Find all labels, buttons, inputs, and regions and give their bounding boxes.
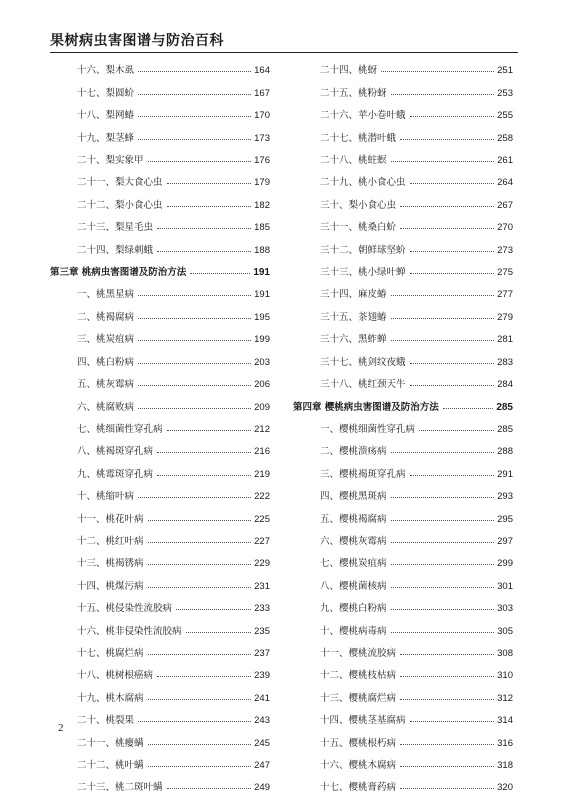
toc-entry-title: 十九、梨茎蜂 [77,132,135,144]
dot-leader [391,542,495,543]
toc-entry[interactable] [50,211,270,233]
dot-leader [381,71,494,72]
toc-entry-title: 二十二、梨小食心虫 [77,199,163,211]
toc-entry[interactable] [293,547,513,569]
toc-entry[interactable] [293,256,513,278]
toc-entry[interactable] [50,166,270,188]
toc-entry[interactable] [293,435,513,457]
dot-leader [400,766,494,767]
toc-entry-page: 237 [254,647,270,659]
toc-entry-title: 十六、桃非侵染性流胶病 [77,625,182,637]
toc-entry-page: 227 [254,535,270,547]
dot-leader [400,654,494,655]
toc-entry[interactable] [293,233,513,255]
toc-entry-page: 284 [497,379,513,391]
dot-leader [157,676,251,677]
dot-leader [400,228,494,229]
toc-entry-page: 283 [497,356,513,368]
toc-entry-page: 270 [497,222,513,234]
toc-entry-title: 八、樱桃菌核病 [320,580,387,592]
toc-entry[interactable] [50,413,270,435]
toc-entry-page: 245 [254,737,270,749]
toc-entry-page: 299 [497,558,513,570]
toc-entry-page: 222 [254,491,270,503]
toc-entry[interactable] [50,771,270,793]
toc-entry-page: 225 [254,513,270,525]
toc-entry[interactable] [293,771,513,793]
toc-entry-title: 十、桃缩叶病 [77,491,135,503]
toc-entry-page: 212 [254,423,270,435]
toc-entry-page: 285 [497,423,513,435]
toc-entry-page: 229 [254,558,270,570]
toc-entry-title: 四、桃白粉病 [77,356,135,368]
toc-entry-page: 285 [496,401,513,413]
dot-leader [138,318,251,319]
toc-entry-title: 二十三、梨星毛虫 [77,222,154,234]
toc-entry-title: 三、樱桃褐斑穿孔病 [320,468,406,480]
dot-leader [400,139,494,140]
toc-entry-page: 320 [497,782,513,794]
dot-leader [148,699,252,700]
toc-entry-title: 二十、梨实象甲 [77,155,144,167]
toc-entry-title: 三十八、桃红颈天牛 [320,379,406,391]
toc-entry-title: 五、樱桃褐腐病 [320,513,387,525]
toc-entry-page: 176 [254,155,270,167]
toc-entry[interactable] [293,211,513,233]
toc-left-column [50,54,270,793]
dot-leader [391,94,495,95]
toc-entry-page: 164 [254,65,270,77]
toc-entry-title: 八、桃褐斑穿孔病 [77,446,154,458]
dot-leader [391,452,495,453]
toc-entry-page: 216 [254,446,270,458]
dot-leader [138,497,251,498]
toc-entry-page: 297 [497,535,513,547]
toc-entry[interactable] [50,368,270,390]
toc-entry-page: 267 [497,199,513,211]
toc-entry-page: 185 [254,222,270,234]
toc-entry-title: 十七、梨圆蚧 [77,87,135,99]
toc-entry-title: 四、樱桃黑斑病 [320,491,387,503]
toc-entry-title: 二十九、桃小食心虫 [320,177,406,189]
toc-entry-page: 191 [254,289,270,301]
toc-entry[interactable] [293,614,513,636]
dot-leader [410,721,495,722]
toc-entry-page: 170 [254,110,270,122]
toc-entry[interactable] [50,54,270,76]
toc-entry-page: 251 [497,65,513,77]
toc-entry[interactable] [293,726,513,748]
toc-entry-title: 三十、梨小食心虫 [320,199,397,211]
toc-right-column [293,54,513,793]
dot-leader [167,183,252,184]
dot-leader [419,430,494,431]
toc-entry[interactable] [50,480,270,502]
toc-entry-title: 十八、桃树根癌病 [77,670,154,682]
toc-entry[interactable] [293,681,513,703]
dot-leader [148,766,252,767]
toc-entry-page: 235 [254,625,270,637]
book-title: 果树病虫害图谱与防治百科 [50,33,224,49]
dot-leader [391,564,495,565]
toc-entry-page: 199 [254,334,270,346]
toc-entry-title: 十一、桃花叶病 [77,513,144,525]
toc-entry[interactable] [293,54,513,76]
dot-leader [148,654,252,655]
toc-entry-title: 十二、桃红叶病 [77,535,144,547]
dot-leader [176,609,251,610]
toc-entry-page: 314 [497,715,513,727]
toc-entry-title: 五、桃灰霉病 [77,379,135,391]
toc-entry[interactable] [50,659,270,681]
toc-entry[interactable] [50,525,270,547]
toc-entry-page: 293 [497,491,513,503]
toc-entry[interactable] [50,547,270,569]
toc-entry-page: 273 [497,244,513,256]
toc-entry-title: 十三、桃褐锈病 [77,558,144,570]
toc-entry-title: 三十三、桃小绿叶蝉 [320,267,406,279]
toc-entry[interactable] [50,502,270,524]
toc-entry[interactable] [50,121,270,143]
toc-entry[interactable] [50,637,270,659]
dot-leader [400,206,494,207]
toc-entry-page: 231 [254,580,270,592]
toc-entry[interactable] [293,300,513,322]
toc-entry-title: 十八、梨网蝽 [77,110,135,122]
toc-entry-page: 195 [254,311,270,323]
toc-entry[interactable] [50,614,270,636]
toc-entry-page: 233 [254,603,270,615]
toc-entry-title: 三十七、桃剑纹夜蛾 [320,356,406,368]
toc-entry-title: 十五、樱桃根朽病 [320,737,397,749]
toc-entry-title: 十九、桃木腐病 [77,692,144,704]
toc-entry[interactable] [293,121,513,143]
toc-entry-page: 255 [497,110,513,122]
toc-entry-page: 249 [254,782,270,794]
dot-leader [138,139,251,140]
toc-entry[interactable] [50,457,270,479]
toc-entry[interactable] [293,525,513,547]
toc-entry-page: 308 [497,647,513,659]
toc-entry-title: 二十八、桃蛀螟 [320,155,387,167]
toc-entry[interactable] [50,592,270,614]
toc-entry[interactable] [293,368,513,390]
toc-entry-page: 305 [497,625,513,637]
toc-entry[interactable] [293,345,513,367]
dot-leader [138,340,251,341]
toc-entry-title: 二十、桃裂果 [77,715,135,727]
toc-entry-title: 二十四、梨绿刺蛾 [77,244,154,256]
toc-entry-title: 第三章 桃病虫害图谱及防治方法 [50,267,187,279]
dot-leader [138,295,251,296]
toc-entry[interactable] [293,480,513,502]
toc-entry-title: 七、桃细菌性穿孔病 [77,423,163,435]
dot-leader [167,788,252,789]
dot-leader [138,116,251,117]
dot-leader [148,744,252,745]
toc-entry-title: 三十五、茶翅蝽 [320,311,387,323]
toc-entry-title: 十二、樱桃枝枯病 [320,670,397,682]
toc-entry-page: 203 [254,356,270,368]
toc-entry[interactable] [50,390,270,412]
dot-leader [167,430,252,431]
dot-leader [391,497,495,498]
dot-leader [443,408,494,409]
toc-entry-page: 312 [497,692,513,704]
toc-entry-page: 188 [254,244,270,256]
toc-entry[interactable] [293,704,513,726]
toc-entry-title: 九、桃霉斑穿孔病 [77,468,154,480]
toc-entry-page: 247 [254,760,270,771]
toc-entry-page: 291 [497,468,513,480]
toc-entry[interactable] [50,76,270,98]
toc-entry[interactable] [50,681,270,703]
toc-entry-page: 303 [497,603,513,615]
dot-leader [148,587,252,588]
dot-leader [410,183,495,184]
toc-entry-title: 六、樱桃灰霉病 [320,535,387,547]
toc-entry-title: 三十一、桃桑白蚧 [320,222,397,234]
dot-leader [410,385,495,386]
toc-entry-page: 243 [254,715,270,727]
dot-leader [157,475,251,476]
toc-entry[interactable] [50,323,270,345]
toc-entry-page: 275 [497,267,513,279]
toc-entry-title: 十七、樱桃膏药病 [320,782,397,794]
dot-leader [148,564,252,565]
toc-entry-page: 264 [497,177,513,189]
toc-entry-title: 二十二、桃叶螨 [77,760,144,771]
toc-entry-title: 二十七、桃潜叶蛾 [320,132,397,144]
toc-entry[interactable] [50,188,270,210]
toc-entry-page: 219 [254,468,270,480]
toc-entry-title: 三十二、朝鲜球坚蚧 [320,244,406,256]
toc-chapter-entry[interactable] [293,390,513,412]
toc-entry-title: 二十一、梨大食心虫 [77,177,163,189]
toc-entry[interactable] [293,457,513,479]
toc-entry-title: 二、桃褐腐病 [77,311,135,323]
toc-entry-title: 十四、樱桃茎基腐病 [320,715,406,727]
toc-entry-title: 二十一、桃瘿螨 [77,737,144,749]
toc-entry[interactable] [293,323,513,345]
dot-leader [138,408,251,409]
toc-entry-page: 301 [497,580,513,592]
dot-leader [391,318,495,319]
toc-entry-title: 二十三、桃二斑叶螨 [77,782,163,794]
dot-leader [400,744,494,745]
toc-entry-page: 191 [253,267,270,279]
toc-entry[interactable] [293,592,513,614]
dot-leader [148,161,252,162]
toc-entry-title: 七、樱桃炭疽病 [320,558,387,570]
toc-entry[interactable] [293,637,513,659]
toc-entry-page: 261 [497,155,513,167]
toc-entry[interactable] [293,144,513,166]
toc-entry[interactable] [50,345,270,367]
toc-entry-page: 206 [254,379,270,391]
toc-entry[interactable] [293,659,513,681]
toc-entry-title: 十四、桃煤污病 [77,580,144,592]
dot-leader [410,363,495,364]
dot-leader [400,699,494,700]
toc-entry-page: 318 [497,760,513,771]
toc-entry-page: 241 [254,692,270,704]
dot-leader [400,788,494,789]
toc-entry[interactable] [293,569,513,591]
dot-leader [148,520,252,521]
dot-leader [138,385,251,386]
toc-entry-title: 一、樱桃细菌性穿孔病 [320,423,416,435]
toc-entry[interactable] [50,99,270,121]
dot-leader [157,251,251,252]
toc-entry-title: 十七、桃腐烂病 [77,647,144,659]
dot-leader [400,676,494,677]
toc-entry[interactable] [293,99,513,121]
toc-entry[interactable] [293,76,513,98]
toc-entry-page: 281 [497,334,513,346]
toc-entry-page: 316 [497,737,513,749]
toc-entry-title: 十六、樱桃木腐病 [320,760,397,771]
dot-leader [157,452,251,453]
toc-entry[interactable] [50,233,270,255]
toc-entry-page: 173 [254,132,270,144]
toc-entry-title: 十一、樱桃流胶病 [320,647,397,659]
toc-entry-title: 二十五、桃粉蚜 [320,87,387,99]
dot-leader [391,520,495,521]
dot-leader [138,363,251,364]
dot-leader [410,475,495,476]
dot-leader [186,632,252,633]
toc-entry[interactable] [293,166,513,188]
dot-leader [410,273,495,274]
dot-leader [410,251,495,252]
toc-entry-title: 二十四、桃蚜 [320,65,378,77]
toc-entry-title: 三十六、黑蚱蝉 [320,334,387,346]
toc-entry-page: 167 [254,87,270,99]
dot-leader [138,71,251,72]
dot-leader [138,721,251,722]
toc-entry-title: 十三、樱桃腐烂病 [320,692,397,704]
toc-entry-page: 295 [497,513,513,525]
toc-entry[interactable] [50,278,270,300]
toc-entry[interactable] [50,704,270,726]
toc-chapter-entry[interactable] [50,256,270,278]
toc-entry[interactable] [293,502,513,524]
toc-entry-title: 二十六、苹小卷叶蛾 [320,110,406,122]
toc-entry-title: 第四章 樱桃病虫害图谱及防治方法 [293,401,439,413]
toc-entry-title: 十五、桃侵染性流胶病 [77,603,173,615]
dot-leader [391,632,495,633]
toc-entry-title: 一、桃黑星病 [77,289,135,301]
toc-entry[interactable] [50,749,270,771]
toc-entry-title: 九、樱桃白粉病 [320,603,387,615]
toc-entry-page: 288 [497,446,513,458]
toc-entry-title: 三、桃炭疽病 [77,334,135,346]
toc-entry-title: 十六、梨木虱 [77,65,135,77]
toc-entry[interactable] [293,749,513,771]
toc-entry-page: 182 [254,199,270,211]
toc-entry-page: 310 [497,670,513,682]
dot-leader [391,161,495,162]
toc-entry[interactable] [293,188,513,210]
toc-entry-page: 179 [254,177,270,189]
toc-entry[interactable] [50,144,270,166]
toc-entry-title: 十、樱桃病毒病 [320,625,387,637]
dot-leader [391,340,495,341]
header-rule [50,52,518,53]
toc-entry-title: 六、桃腐败病 [77,401,135,413]
toc-entry[interactable] [50,300,270,322]
toc-entry-page: 258 [497,132,513,144]
dot-leader [138,94,251,95]
toc-entry[interactable] [50,569,270,591]
toc-entry-page: 279 [497,311,513,323]
dot-leader [157,228,251,229]
dot-leader [167,206,252,207]
dot-leader [148,542,252,543]
toc-entry[interactable] [293,278,513,300]
toc-entry[interactable] [293,413,513,435]
toc-entry-page: 209 [254,401,270,413]
toc-entry-title: 三十四、麻皮蝽 [320,289,387,301]
toc-entry[interactable] [50,435,270,457]
page-number: 2 [58,722,64,734]
toc-entry-title: 二、樱桃溃疡病 [320,446,387,458]
toc-entry-page: 277 [497,289,513,301]
dot-leader [410,116,495,117]
toc-entry[interactable] [50,726,270,748]
dot-leader [391,295,495,296]
dot-leader [391,609,495,610]
toc-entry-page: 253 [497,87,513,99]
toc-entry-page: 239 [254,670,270,682]
dot-leader [391,587,495,588]
dot-leader [190,273,250,274]
